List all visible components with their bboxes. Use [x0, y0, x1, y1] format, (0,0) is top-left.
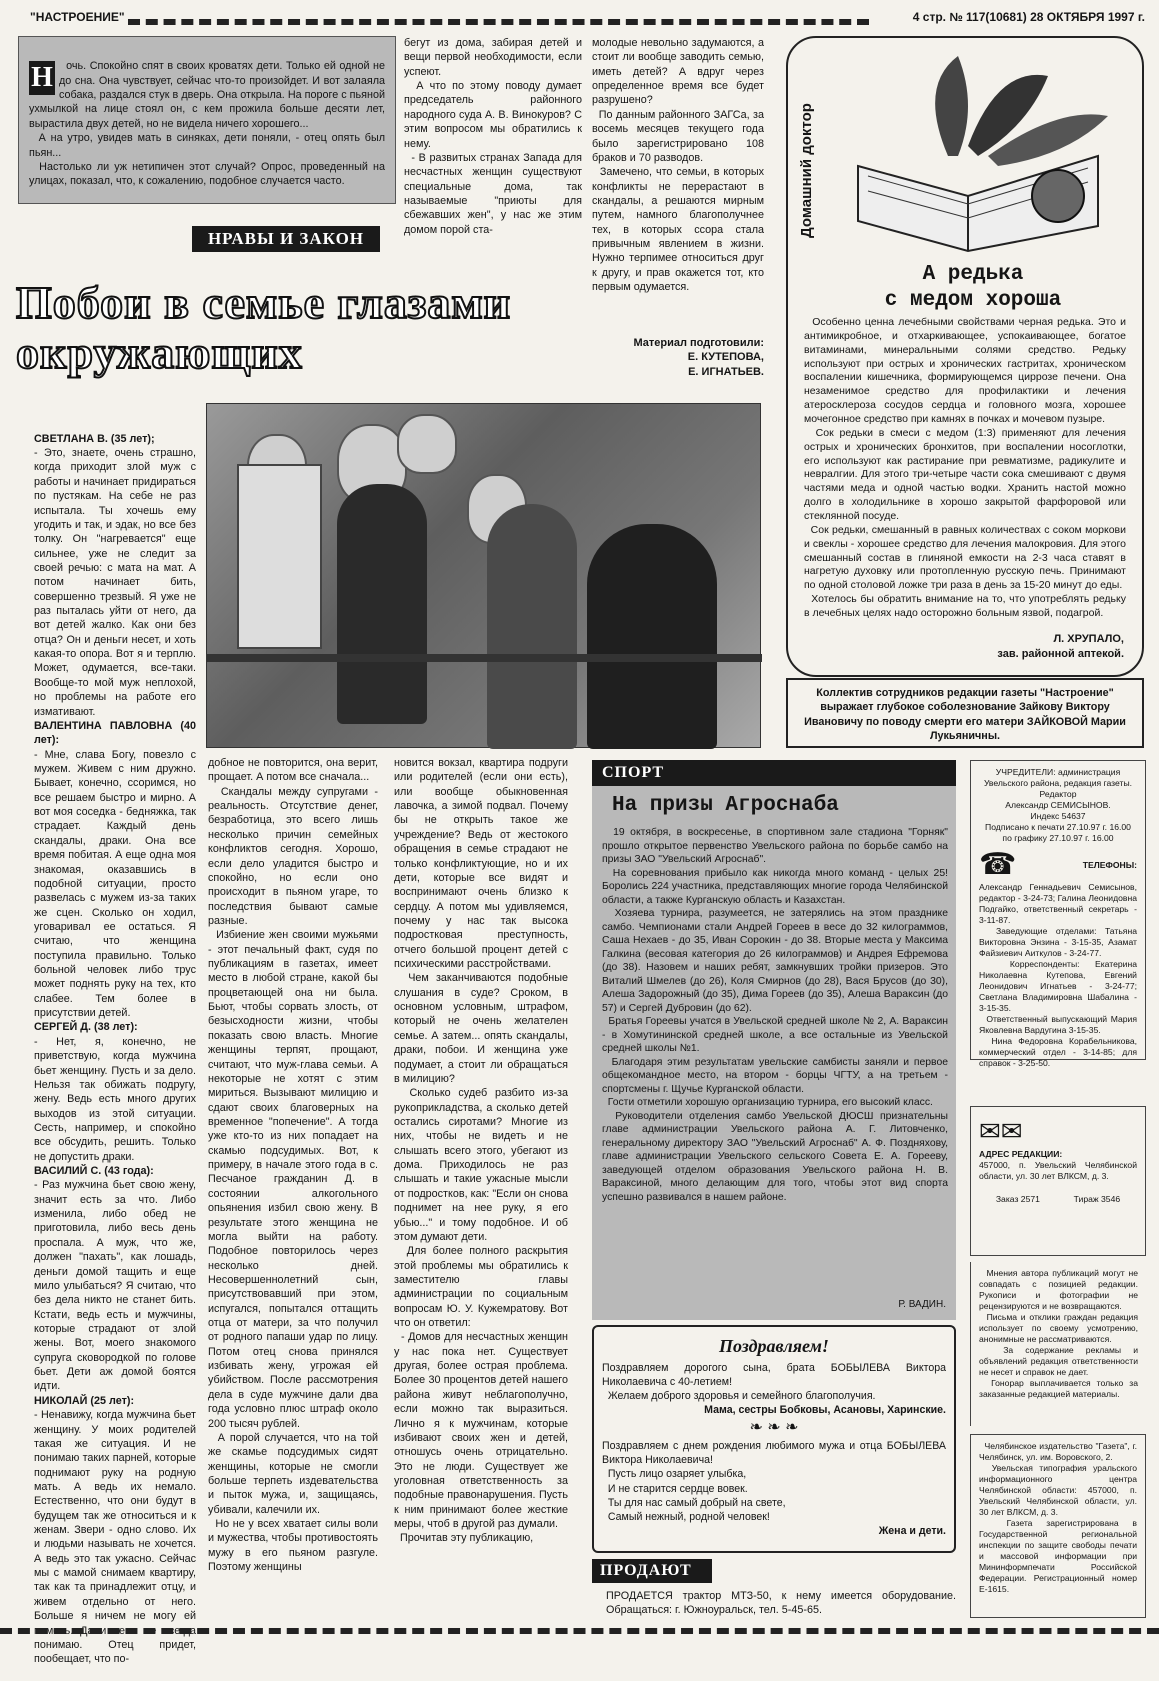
- ornament-icon: ❧ ❧ ❧: [749, 1419, 799, 1437]
- sell-text: ПРОДАЕТСЯ трактор МТЗ-50, к нему имеется оборудование. Обращаться: г. Южноуральск, тел. 5-45-65.: [606, 1590, 959, 1617]
- intro-text: очь. Спокойно спят в своих кроватях дети. Только ей одной не до сна. Она чувствует, сейчас что-то произойдет. И вот залаяла собака, раздался стук в дверь. Она открыла. На пороге с пьяной ухмылкой на лице стоял он, с кем прожила больше десяти лет, вырастила двух детей, но не видела ничего хорошего... А на утро, увидев мать в синяках, дети поняли, - отец опять был пьян... Настолько ли уж нетипичен этот случай? Опрос, проведенный на улицах, показал, что, к сожалению, подобное случается часто.: [29, 60, 386, 188]
- footer-rule: [0, 1628, 1159, 1634]
- doctor-title: [828, 262, 1118, 314]
- sport-rubric: СПОРТ: [592, 760, 956, 786]
- newspaper-name: "НАСТРОЕНИЕ": [30, 10, 125, 24]
- respondent-name: СВЕТЛАНА В. (35 лет);: [34, 432, 155, 445]
- intro-box: [18, 36, 396, 204]
- respondent-name: СЕРГЕЙ Д. (38 лет):: [34, 1021, 138, 1034]
- envelope-icon: ✉✉: [979, 1116, 1023, 1146]
- article-title: Побои в семье глазами окружающих: [16, 277, 512, 378]
- respondent-answer: - Раз мужчина бьет свою жену, значит есть за что. Либо изменила, либо обед не приготовила, либо весь день проспала. А муж, что же, должен "пахать", как лошадь, деньги домой тащить и еще мило улыбаться? Я считаю, что без дела никто не станет бить. Кстати, ведь есть и мужчины, которые страдают от злой жены. Вот, моего знакомого супруга сковородкой по голове бьет. Дети аж домой боятся идти.: [34, 1179, 199, 1393]
- respondent-answer: - Мне, слава Богу, повезло с мужем. Живем с ним дружно. Бывает, конечно, ссоримся, но все решаем быстро и мирно. А вот моя соседка - бедняжка, так страдает. Каждый день скандалы, драки. Она все время побитая. А еще одна моя знакомая, оказавшись в подобной ситуации, просто развелась с мужем из-за таких же сцен. Сколько он ходил, уговаривал ее остаться. Я считаю, что женщина поступила правильно. Только больной человек либо трус может поднять руку на тех, кто слабее. Тем более в присутствии детей.: [34, 748, 199, 1020]
- doctor-title-1: А редька: [922, 263, 1024, 286]
- respondent-name: НИКОЛАЙ (25 лет):: [34, 1394, 135, 1407]
- page-header: [18, 8, 1159, 28]
- sport-title: На призы Агроснаба: [612, 794, 839, 817]
- congrats-sign-2: Жена и дети.: [878, 1524, 946, 1537]
- sell-section: [592, 1559, 959, 1631]
- drop-cap: Н: [29, 61, 55, 95]
- doctor-author: Л. ХРУПАЛО,: [1053, 633, 1124, 645]
- doctor-rubric-1: Домашний: [798, 158, 815, 238]
- respondent-name: ВАСИЛИЙ С. (43 года):: [34, 1165, 154, 1178]
- book-illustration: [848, 46, 1128, 256]
- doctor-rubric-2: доктор: [798, 103, 815, 155]
- phones-text: Александр Геннадьевич Семисынов, редактор - 3-24-73; Галина Леонидовна Подгайко, ответственный секретарь - 3-11-87. Заведующие отделами: Татьяна Викторовна Энзина - 3-15-35, Азамат Файзиевич Аиткулов - 3-24-77. Корреспонденты: Екатерина Николаевна Кутепова, Евгений Леонидович Игнатьев - 3-24-77; Светлана Владимировна Шабалина - 3-15-35. Ответственный выпускающий Мария Яковлевна Вардугина 3-15-35. Нина Федоровна Корабельникова, коммерческий отдел - 3-14-85; для справок - 3-25-50.: [979, 882, 1137, 1068]
- sport-text: 19 октября, в воскресенье, в спортивном зале стадиона "Горняк" прошло открытое первенство Увельского района по борьбе самбо на призы ЗАО "Увельский Агроснаб". На соревнования прибыло как никогда много команд - целых 25! Боролись 224 участника, представляющих многие города Челябинской области, а также Курганскую область и Казахстан. Хозяева турнира, разумеется, не затерялись на этом празднике самбо. Чемпионами стали Андрей Гореев в весе до 32 килограммов, Саша Нехаев - до 35, Иван Сорокин - до 38. Вторые места у Максима Галкина (весовая категория до 26 килограммов) и Андрея Ефремова (до 38). Назовем и наших ребят, замкнувших тройки призеров. Это Виталий Шмелев (до 26), Коля Смирнов (до 28), Вася Брусов (до 30), Алеша Задорожный (до 35), Дима Гореев (до 35), Алеша Вараксин (до 57) и Сергей Дубровин (до 62). Братья Гореевы учатся в Увельской средней школе № 2, А. Вараксин - в Хомутининской средней школе, а все остальные из Увельской средней школы №1. Благодаря этим результатам увельские самбисты заняли и первое общекомандное место, на втором - борцы ЧГТУ, а на третьем - спортсмены г. Щучье Курганской области. Гости отметили хорошую организацию турнира, его высокий класс. Руководители отделения самбо Увельской ДЮСШ признательны главе администрации Увельского района А. Г. Литовченко, генеральному директору ЗАО "Увельский Агроснаб" А. Ф. Поздняхову, главе администрации Увельского сельского Совета Е. А. Горееву, заведующей отделом образования Увельского района Н. В. Вараксиной, много делающим для того, чтобы этот вид спорта успешно развивался в нашем районе.: [602, 827, 949, 1203]
- doctor-role: зав. районной аптекой.: [997, 647, 1124, 660]
- respondent-name: ВАЛЕНТИНА ПАВЛОВНА (40 лет):: [34, 719, 199, 747]
- respondent-answer: - Нет, я, конечно, не приветствую, когда мужчина бьет женщину. Пусть и за дело. Нельзя так обижать подругу, жену. Ведь есть много других выходов из этой ситуации. Сесть, например, и спокойно все обсудить, решить. Только не допустить драки.: [34, 1035, 199, 1163]
- column-4-top: молодые невольно задумаются, а стоит ли вообще заводить семью, иметь детей? А вдруг через определенное время все будет разрушено? По данным районного ЗАГСа, за восемь месяцев текущего года было зарегистрировано 108 браков и 70 разводов. Замечено, что семьи, в которых конфликты не перерастают в скандалы, а решаются мирным путем, намного благополучнее тех, в которых ссора стала привычным явлением в жизни. Нужно терпимее относиться друг к другу, и прав окажется тот, кто первым одумается.: [592, 37, 765, 294]
- congrats-text-1: Поздравляем дорогого сына, брата БОБЫЛЕВА Виктора Николаевича с 40-летием! Желаем доброго здоровья и семейного благополучия.: [602, 1362, 946, 1403]
- column-3: новится вокзал, квартира подруги или родителей (если они есть), или вообще обыкновенная лавочка, а зимой подвал. Почему бы не открыть такое же учреждение? Ведь от жестокого обращения в семье страдают не только конфликтующие, но и их дети, которые все видят и воспринимают очень близко к сердцу. А потом мы удивляемся, почему у нас так высока подростковая преступность, отчего большой процент детей с психическими расстройствами. Чем заканчиваются подобные слушания в суде? Сроком, в основном условным, штрафом, который не очень желателен семье. А затем... опять скандалы, драки, побои. И женщина уже подумает, а стоит ли обращаться в милицию? Сколько судеб разбито из-за рукоприкладства, а сколько детей остались сиротами? Многие из них, чтобы не видеть и не слышать всего этого, убегают из дома. Приходилось не раз слышать и такие ужасные мысли от подростков, как: "Если он снова поднимет на нее руку, я его убью..." и тому подобное. И об этом думают дети. Для более полного раскрытия этой проблемы мы обратились к заместителю главы администрации по социальным вопросам Ю. У. Кужемратову. Вот что он ответил: - Домов для несчастных женщин у нас пока нет. Существует другая, более острая проблема. Более 30 процентов детей нашего района живут неблагополучно, если можно так выразиться. Лично я к мужчинам, которые избивают своих жен и детей, отношусь очень отрицательно. Это не люди. Существует же уголовная ответственность за подобные правонарушения. Пусть к ним принимают более жесткие меры, чтоб в другой раз думали. Прочитав эту публикацию,: [394, 757, 569, 1545]
- printer-info: Челябинское издательство "Газета", г. Челябинск, ул. им. Воровского, 2. Увельская типография уральского информационного центра Челябинской области: 457000, п. Увельский Челябинской области, ул. 30 лет ВЛКСМ, д. 3. Газета зарегистрирована в Государственной региональной инспекции по защите свободы печати и массовой информации при Мининформпечати Российской Федерации. Регистрационный номер Е-1615.: [970, 1434, 1146, 1618]
- imprint-box: [970, 760, 1146, 1068]
- rubric-label: НРАВЫ И ЗАКОН: [192, 226, 380, 252]
- sell-rubric: ПРОДАЮТ: [592, 1559, 712, 1583]
- congratulations-box: [592, 1325, 956, 1553]
- header-rule: [128, 19, 869, 25]
- column-2: добное не повторится, она верит, прощает. А потом все сначала... Скандалы между супругами - реальность. Отсутствие денег, безработица, это всего лишь несколько причин семейных конфликтов сегодня. Хорошо, если дело уладится быстро и спокойно, но если оно происходит в пьяном угаре, то последствия бывают самые разные. Избиение жен своими мужьями - этот печальный факт, судя по публикациям в газетах, имеет место в любой стране, какой бы процветающей она ни была. Бьют, чтобы сорвать злость, от безысходности жизни, чтобы показать свою власть. Многие женщины терпят, прощают, считают, что муж-глава семьи. А некоторые не хотят с этим мириться. Вызывают милицию и сдают своих благоверных на временное "попечение". А тогда уже кто-то из них попадает на скамью подсудимых. Вот, к примеру, в начале этого года в с. Песчаное гражданин Д. в состоянии алкогольного опьянения избил свою жену. В результате этого женщина не могла выйти на работу. Подобное повторилось через несколько дней. Несовершеннолетний сын, присутствовавший при этом, испугался, попытался оттащить отца от матери, за что получил от родного папаши удар по лицу. Потом отец снова принялся избивать жену, угрожая ей убийством. После рассмотрения дела в суде мужчине дали два года условно плюс штраф около 200 тысяч рублей. А порой случается, что на той же скамье подсудимых сидят женщины, которые не смогли больше терпеть издевательства и пыток мужа, и, защищаясь, убивали, калечили их. Но не у всех хватает силы воли и мужества, чтобы противостоять мужу в его пьяном разгуле. Поэтому женщины: [208, 757, 379, 1574]
- order-number: Заказ 2571: [995, 1194, 1040, 1204]
- doctor-signature: [997, 632, 1124, 662]
- policy-notes: Мнения автора публикаций могут не совпадать с позицией редакции. Рукописи и фотографии не рецензируются и не возвращаются. Письма и отклики граждан редакция использует по своему усмотрению, анонимные не рассматриваются. За содержание рекламы и объявлений редакция ответственности не несет и справок не дает. Гонорар выплачивается только за заказанные редакцией материалы.: [970, 1262, 1146, 1426]
- congrats-text-2: Поздравляем с днем рождения любимого мужа и отца БОБЫЛЕВА Виктора Николаевича! Пусть лицо озаряет улыбка, И не старится сердце вовек. Ты для нас самый добрый на свете, Самый нежный, родной человек!: [602, 1440, 946, 1523]
- address-text: 457000, п. Увельский Челябинской области, ул. 30 лет ВЛКСМ, д. 3.: [979, 1160, 1140, 1181]
- doctor-box: [786, 36, 1144, 677]
- credits-label: Материал подготовили:: [633, 337, 764, 349]
- doctor-title-2: с медом хороша: [884, 289, 1062, 312]
- congratulations-title: Поздравляем!: [719, 1336, 829, 1356]
- congrats-sign-1: Мама, сестры Бобковы, Асановы, Харинские.: [704, 1404, 946, 1417]
- respondent-answer: - Это, знаете, очень страшно, когда приходит злой муж с работы и начинает придираться по пустякам. На себе не раз испытала. Ты хочешь ему угодить и так, и эдак, но все без толку. Он "нагревается" еще сильнее, уже не следит за своей речью: с мата на мат. А потом начинает бить, совершенно трезвый. Я уже не раз пыталась уйти от него, да вот детей жалко. Как они без отца? Он и деньги несет, и хоть какая-то опора. Вот я и терплю. Может, одумается, все-таки. Вообще-то мой муж неплохой, но проблемы на работе его измативают.: [34, 447, 199, 718]
- column-1: [34, 403, 199, 1666]
- sport-author: Р. ВАДИН.: [898, 1299, 946, 1310]
- doctor-text: Особенно ценна лечебными свойствами черная редька. Это и антимикробное, и отхаркивающее, успокаивающее, богатое витаминами, минеральными солями средство. Редьку используют при острых и хронических гастритах, хроническом воспалении кишечника, формирующемся циррозе печени. Она незаменимое средство для профилактики и лечения атеросклероза сосудов сердца и головного мозга, хорошее мочегонное средство при камнях в почках и мочевом пузыре. Сок редьки в смеси с медом (1:3) применяют для лечения острых и хронических бронхитов, при воспалении носоглотки, его используют как растирание при ревматизме, радикулите и невралгии. Для этого три-четыре части сока смешивают с двумя частями меда и одной частью водки. Хранить настой можно долго в холодильнике в хорошо закрытой фарфоровой или стеклянной посуде. Сок редьки, смешанный в равных количествах с соком моркови и свеклы - хорошее средство для лечения малокровия. Для этого смешанный состав в глиняной емкости на 2-3 часа ставят в нагретую духовку или протопленную русскую печь. Принимают по одной столовой ложке три раза в день за 15-20 минут до еды. Хотелось бы обратить внимание на то, что употреблять редьку в лечебных целях надо осторожно больным язвой, подагрой.: [804, 316, 1126, 620]
- sport-box: [592, 760, 956, 1320]
- address-box: [970, 1106, 1146, 1256]
- phones-label: ТЕЛЕФОНЫ:: [1082, 859, 1137, 870]
- condolence-box: Коллектив сотрудников редакции газеты "Настроение" выражает глубокое соболезнование Зайкову Виктору Ивановичу по поводу смерти его матери ЗАЙКОВОЙ Марии Лукьяничны.: [786, 678, 1144, 748]
- article-photo: [206, 403, 761, 748]
- founders: УЧРЕДИТЕЛИ: администрация Увельского района, редакция газеты. Редактор Александр СЕМИСЫНОВ. Индекс 54637 Подписано к печати 27.10.97 г. 16.00 по графику 27.10.97 г. 16.00: [983, 767, 1133, 843]
- credits-author-1: Е. КУТЕПОВА,: [687, 351, 764, 364]
- print-run: Тираж 3546: [1073, 1194, 1121, 1204]
- issue-info: 4 стр. № 117(10681) 28 ОКТЯБРЯ 1997 г.: [912, 10, 1145, 24]
- address-label: АДРЕС РЕДАКЦИИ:: [979, 1149, 1063, 1159]
- column-3-top: бегут из дома, забирая детей и вещи первой необходимости, если успеют. А что по этому поводу думает председатель районного народного суда А. В. Винокуров? С этим вопросом мы обратились к нему. - В развитых странах Запада для несчастных женщин существуют специальные дома, так называемые "приюты для сбежавших жен", у нас же этим домом порой ста-: [404, 37, 582, 236]
- respondent-answer: - Ненавижу, когда мужчина бьет женщину. У моих родителей такая же ситуация. И не понимаю таких парней, которые поднимают руку на родную мать. А ведь их немало. Естественно, что они будут в будущем так же относиться и к женам. Звери - одно слово. Их и людьми называть не хочется. А ведь это так ужасно. Сейчас мы с мамой снимаем квартиру, так как та принадлежит отцу, и живем отдельно от него. Больше я ничем не могу ей помочь. Да и ее я не всегда понимаю. Отец придет, пообещает, что по-: [34, 1409, 199, 1666]
- doctor-rubric: [796, 78, 818, 238]
- phone-icon: ☎: [979, 848, 1017, 881]
- credits: [592, 336, 764, 379]
- credits-author-2: Е. ИГНАТЬЕВ.: [688, 365, 764, 378]
